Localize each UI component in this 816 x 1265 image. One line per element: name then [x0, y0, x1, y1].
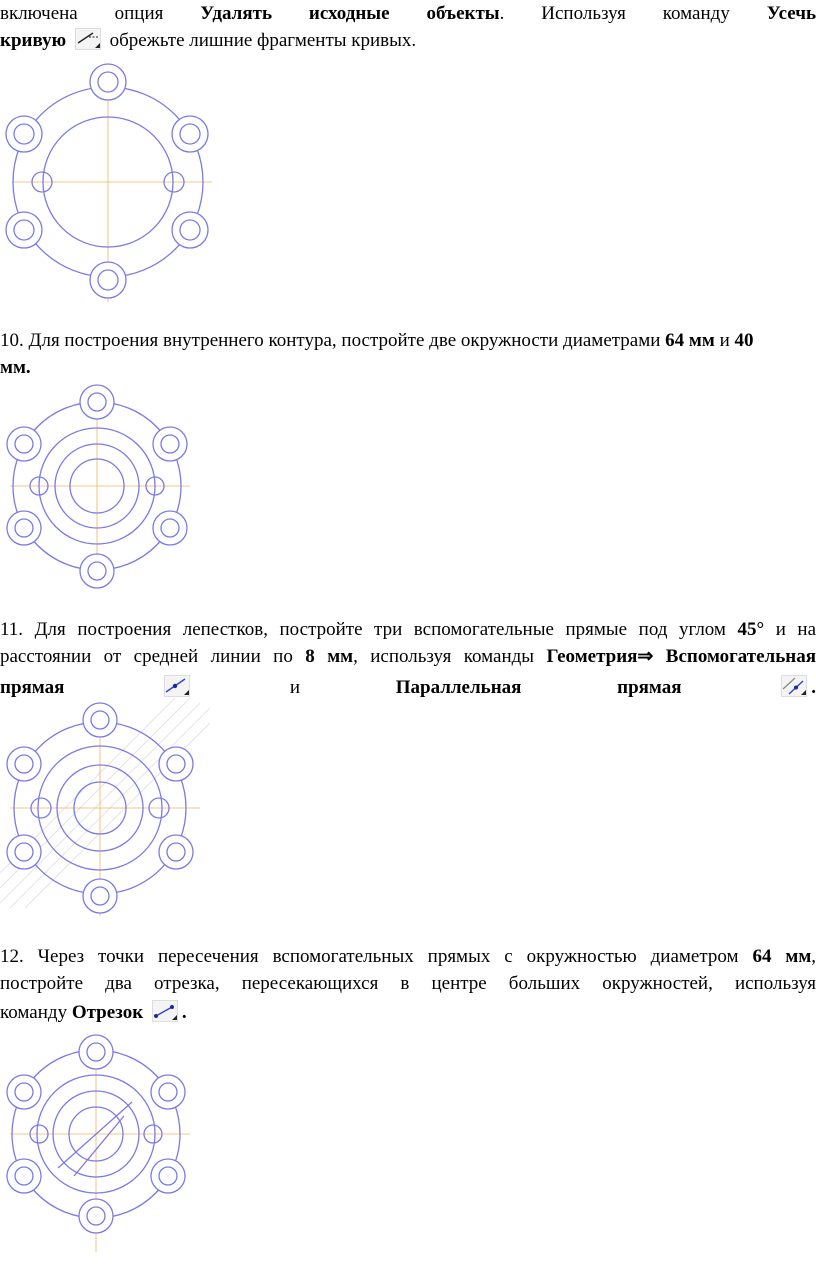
- figure-segments: [0, 1030, 200, 1260]
- bold-text: прямая: [0, 677, 65, 698]
- step-12-line-3: [0, 999, 816, 1026]
- text: опция: [114, 3, 164, 24]
- bold-text: мм.: [0, 357, 31, 378]
- text: 11. Для построения лепестков, постройте три вспомогательные прямые под углом: [0, 619, 726, 640]
- bold-text: Отрезок: [71, 1002, 144, 1023]
- text: ,: [811, 946, 816, 967]
- text: , используя команды: [353, 646, 535, 667]
- text: включена: [0, 3, 78, 24]
- segment-icon: [152, 1000, 178, 1022]
- text: Используя: [541, 3, 626, 24]
- text: .: [499, 3, 505, 24]
- step-10-line-2: [0, 354, 816, 381]
- step-12-paragraph: [0, 943, 816, 1026]
- bold-text: Удалять: [200, 3, 272, 24]
- bold-text: 64 мм: [752, 946, 812, 967]
- step-11-line-1: [0, 616, 816, 643]
- step-11-paragraph: [0, 616, 816, 701]
- text: команду: [0, 1002, 68, 1023]
- text: и на: [775, 619, 816, 640]
- text: 12. Через точки пересечения вспомогательных прямых с окружностью диаметром: [0, 946, 739, 967]
- parallel-line-icon: [781, 675, 807, 697]
- step-11-line-2: [0, 643, 816, 670]
- trim-curve-icon: [75, 28, 101, 50]
- bold-text: Геометрия⇒ Вспомогательная: [546, 646, 816, 667]
- step-12-line-2: [0, 970, 816, 997]
- figure-trimmed-contour: [0, 62, 225, 307]
- text: и: [719, 330, 730, 351]
- bold-text: 8 мм: [305, 646, 354, 667]
- figure-auxiliary-lines: [0, 698, 210, 923]
- text: расстоянии от средней линии по: [0, 646, 293, 667]
- text: обрежьте лишние фрагменты кривых.: [109, 30, 417, 51]
- figure-inner-circles: [0, 378, 200, 593]
- bold-text: 64 мм: [665, 330, 715, 351]
- step-10-line-1: [0, 327, 816, 354]
- bold-text: Параллельная прямая: [395, 677, 682, 698]
- bold-text: .: [811, 677, 816, 698]
- step-12-line-1: [0, 943, 816, 970]
- bold-text: .: [181, 1002, 187, 1023]
- bold-text: 45°: [737, 619, 765, 640]
- step-11-line-3: [0, 674, 816, 701]
- step-10-paragraph: [0, 327, 816, 381]
- intro-line-2: [0, 27, 816, 54]
- bold-text: кривую: [0, 30, 67, 51]
- text: и: [289, 677, 300, 698]
- bold-text: объекты: [426, 3, 500, 24]
- bold-text: исходные: [308, 3, 390, 24]
- bold-text: Усечь: [766, 3, 816, 24]
- text: постройте два отрезка, пересекающихся в центре больших окружностей, используя: [0, 973, 816, 994]
- bold-text: 40: [734, 330, 754, 351]
- intro-paragraph: [0, 0, 816, 54]
- intro-line-1: [0, 0, 816, 27]
- auxiliary-line-icon: [164, 675, 190, 697]
- text: 10. Для построения внутреннего контура, постройте две окружности диаметрами: [0, 330, 661, 351]
- text: команду: [662, 3, 730, 24]
